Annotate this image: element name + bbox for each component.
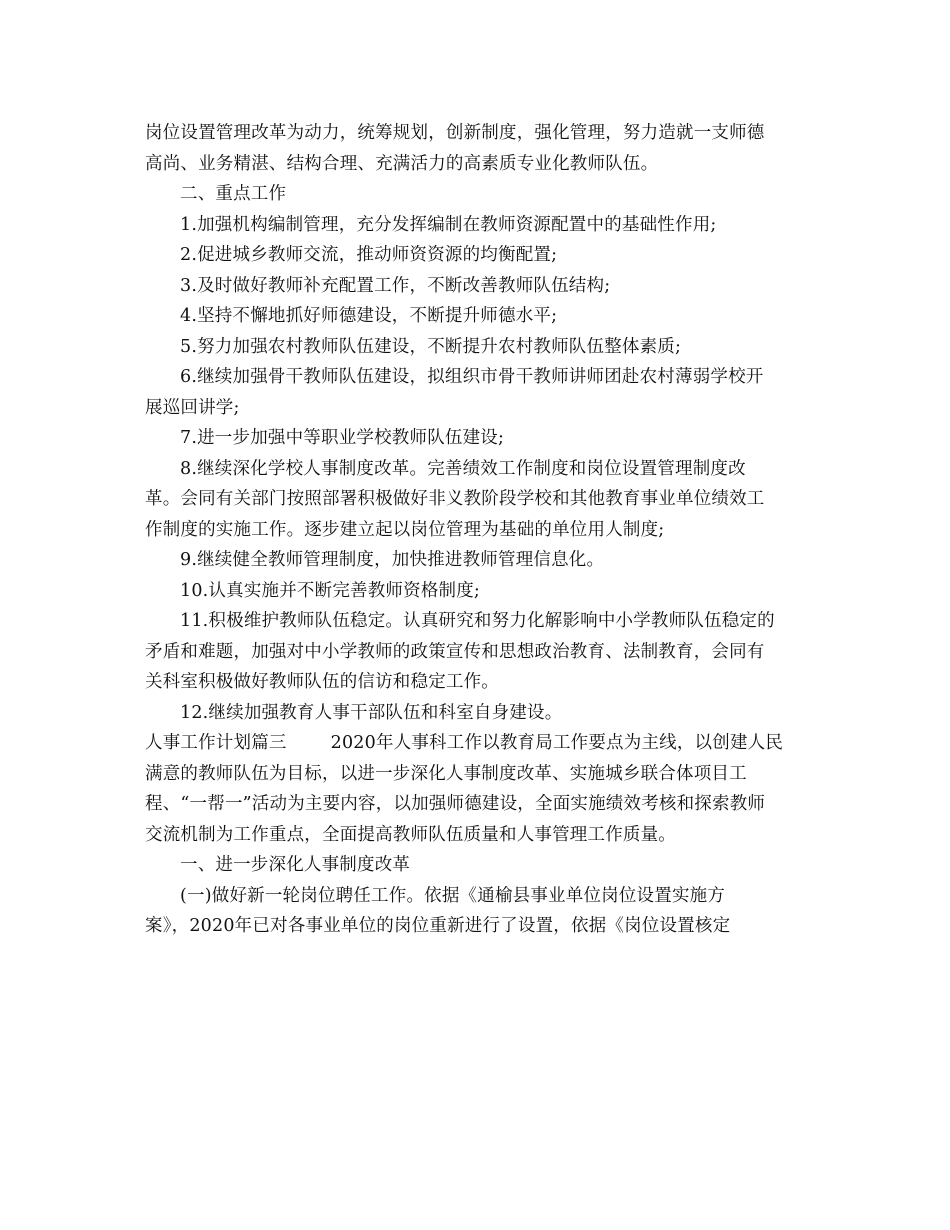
paragraph-line: 交流机制为工作重点，全面提高教师队伍质量和人事管理工作质量。 xyxy=(145,824,676,845)
paragraph-line: 关科室积极做好教师队伍的信访和稳定工作。 xyxy=(145,672,499,692)
paragraph-line: 岗位设置管理改革为动力，统筹规划，创新制度，强化管理，努力造就一支师德 xyxy=(145,123,765,143)
paragraph-line: 展巡回讲学; xyxy=(145,397,240,418)
paragraph-line: 12.继续加强教育人事干部队伍和科室自身建设。 xyxy=(180,702,563,723)
paragraph-line: (一)做好新一轮岗位聘任工作。依据《通榆县事业单位岗位设置实施方 xyxy=(180,885,726,906)
paragraph-line: 案》，2020年已对各事业单位的岗位重新进行了设置，依据《岗位设置核定 xyxy=(145,916,731,936)
paragraph-line: 10.认真实施并不断完善教师资格制度; xyxy=(180,580,481,601)
paragraph-line: 革。会同有关部门按照部署积极做好非义教阶段学校和其他教育事业单位绩效工 xyxy=(145,489,765,509)
paragraph-line: 1.加强机构编制管理，充分发挥编制在教师资源配置中的基础性作用; xyxy=(180,214,717,235)
section-heading-line xyxy=(145,728,825,759)
paragraph-line: 3.及时做好教师补充配置工作，不断改善教师队伍结构; xyxy=(180,275,611,296)
paragraph-line: 4.坚持不懈地抓好师德建设，不断提升师德水平; xyxy=(180,306,558,326)
section-first-line: 2020年人事科工作以教育局工作要点为主线，以创建人民 xyxy=(330,733,784,753)
paragraph-line: 满意的教师队伍为目标，以进一步深化人事制度改革、实施城乡联合体项目工 xyxy=(145,763,747,784)
paragraph-line: 8.继续深化学校人事制度改革。完善绩效工作制度和岗位设置管理制度改 xyxy=(180,458,746,479)
paragraph-line: 2.促进城乡教师交流，推动师资资源的均衡配置; xyxy=(180,245,558,265)
paragraph-line: 一、进一步深化人事制度改革 xyxy=(180,855,411,875)
paragraph-line: 9.继续健全教师管理制度，加快推进教师管理信息化。 xyxy=(180,550,605,570)
paragraph-line: 作制度的实施工作。逐步建立起以岗位管理为基础的单位用人制度; xyxy=(145,519,665,540)
section-heading: 人事工作计划篇三 xyxy=(145,733,287,753)
paragraph-line: 11.积极维护教师队伍稳定。认真研究和努力化解影响中小学教师队伍稳定的 xyxy=(180,611,775,631)
paragraph-line: 二、重点工作 xyxy=(180,184,287,204)
paragraph-line: 6.继续加强骨干教师队伍建设，拟组织市骨干教师讲师团赴农村薄弱学校开 xyxy=(180,367,764,387)
paragraph-line: 程、“一帮一”活动为主要内容，以加强师德建设，全面实施绩效考核和探索教师 xyxy=(145,794,766,814)
paragraph-line: 高尚、业务精湛、结构合理、充满活力的高素质专业化教师队伍。 xyxy=(145,153,659,174)
paragraph-line: 矛盾和难题，加强对中小学教师的政策宣传和思想政治教育、法制教育，会同有 xyxy=(145,641,765,662)
paragraph-line: 7.进一步加强中等职业学校教师队伍建设; xyxy=(180,428,505,448)
document-body xyxy=(145,118,825,942)
paragraph-line: 5.努力加强农村教师队伍建设，不断提升农村教师队伍整体素质; xyxy=(180,336,682,357)
